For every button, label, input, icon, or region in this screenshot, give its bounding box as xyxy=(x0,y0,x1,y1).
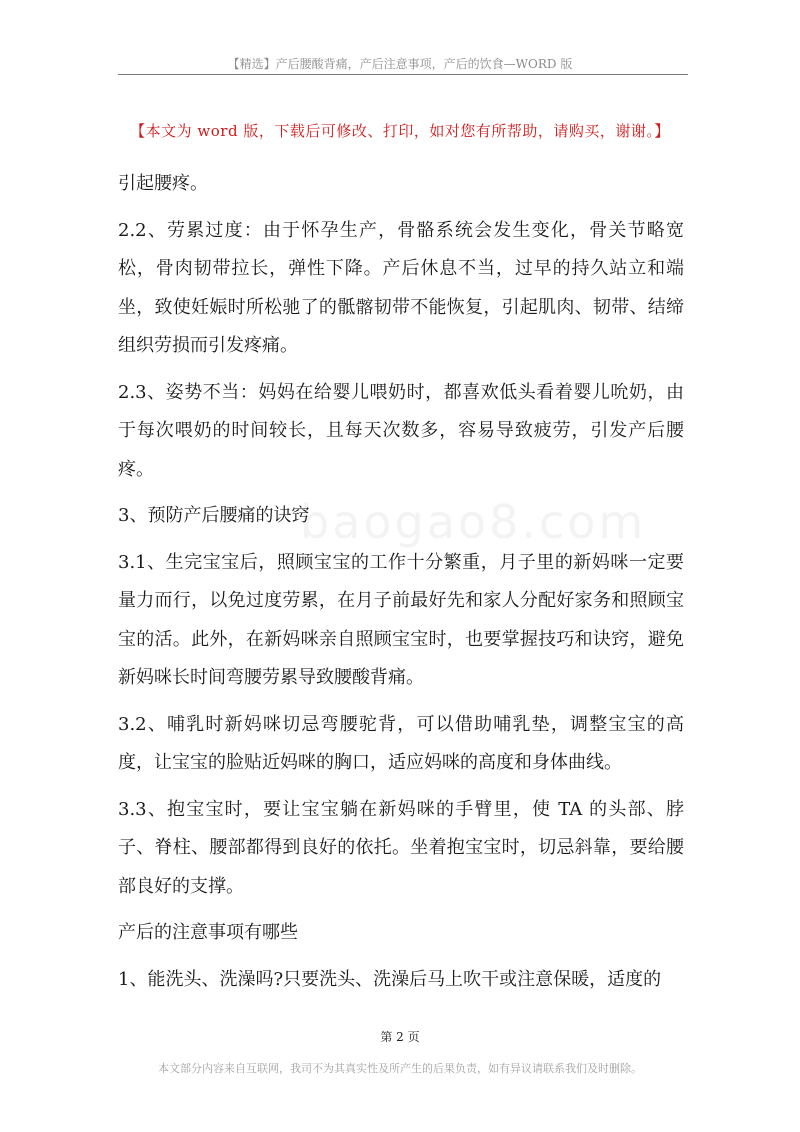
paragraph: 3.2、哺乳时新妈咪切忌弯腰驼背，可以借助哺乳垫，调整宝宝的高度，让宝宝的脸贴近妈咪的胸口，适应妈咪的高度和身体曲线。 xyxy=(118,713,684,773)
footer-disclaimer: 本文部分内容来自互联网，我司不为其真实性及所产生的后果负责，如有异议请联系我们及时删除。 xyxy=(158,1062,642,1075)
paragraph: 2.2、劳累过度：由于怀孕生产，骨骼系统会发生变化，骨关节略宽松，骨肉韧带拉长，弹性下降。产后休息不当，过早的持久站立和端坐，致使妊娠时所松驰了的骶髂韧带不能恢复，引起肌肉、韧带、结缔组织劳损而引发疼痛。 xyxy=(118,219,684,356)
page-header-title: 【精选】产后腰酸背痛，产后注意事项，产后的饮食—WORD 版 xyxy=(227,57,573,71)
section-heading: 3、预防产后腰痛的诀窍 xyxy=(118,505,310,526)
purchase-notice: 【本文为 word 版，下载后可修改、打印，如对您有所帮助，请购买，谢谢。】 xyxy=(130,122,670,140)
paragraph: 1、能洗头、洗澡吗?只要洗头、洗澡后马上吹干或注意保暖，适度的 xyxy=(118,968,662,990)
document-body xyxy=(118,165,684,999)
header-rule xyxy=(118,74,688,75)
paragraph: 引起腰疼。 xyxy=(118,173,208,194)
paragraph: 3.3、抱宝宝时，要让宝宝躺在新妈咪的手臂里，使 TA 的头部、脖子、脊柱、腰部都得到良好的依托。坐着抱宝宝时，切忌斜靠，要给腰部良好的支撑。 xyxy=(118,798,684,897)
section-heading: 产后的注意事项有哪些 xyxy=(118,922,298,943)
paragraph: 3.1、生完宝宝后，照顾宝宝的工作十分繁重，月子里的新妈咪一定要量力而行，以免过度劳累，在月子前最好先和家人分配好家务和照顾宝宝的活。此外，在新妈咪亲自照顾宝宝时，也要掌握技巧和诀窍，避免新妈咪长时间弯腰劳累导致腰酸背痛。 xyxy=(118,551,684,688)
watermark: baogao8.com xyxy=(300,495,647,549)
page-number: 第 2 页 xyxy=(380,1030,420,1044)
paragraph: 2.3、姿势不当：妈妈在给婴儿喂奶时，都喜欢低头看着婴儿吮奶，由于每次喂奶的时间较长，且每天次数多，容易导致疲劳，引发产后腰疼。 xyxy=(118,381,684,480)
